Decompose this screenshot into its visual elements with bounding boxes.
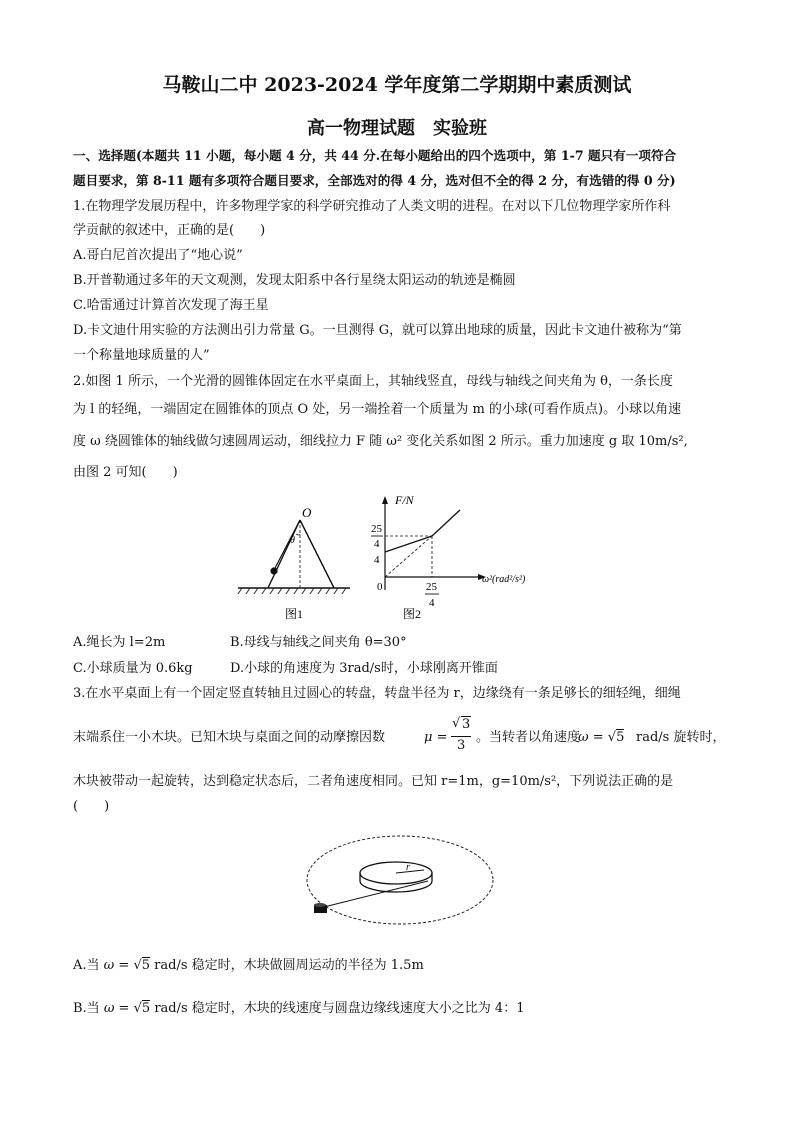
mu-numerator: 3 [462, 717, 471, 732]
q3-option-b-sqrt-sign: √ [133, 1001, 142, 1016]
q1-stem-line2: 学贡献的叙述中，正确的是( ) [73, 223, 266, 238]
q2-stem-line4: 由图 2 可知( ) [73, 465, 178, 480]
q3-stem-line4: ( ) [73, 799, 110, 814]
fig1-label-O: O [302, 505, 312, 520]
fig3-label-r: r [406, 862, 410, 873]
omega-formula [578, 729, 624, 747]
omega-sqrt-sign: √ [607, 730, 617, 745]
q2-option-b: B.母线与轴线之间夹角 θ=30° [230, 635, 407, 650]
q1-stem-line1: 1.在物理学发展历程中，许多物理学家的科学研究推动了人类文明的进程。在对以下几位物理学家所作科 [73, 199, 671, 214]
q1-option-d-line2: 一个称量地球质量的人” [73, 348, 210, 363]
mu-sqrt-sign: √ [452, 716, 461, 731]
fig2-ylabel: F/N [395, 493, 414, 507]
q3-option-b [73, 1000, 524, 1018]
fig2-y-tick-4: 4 [374, 554, 380, 566]
q3-stem-line2-text-a: 末端系住一小木块。已知木块与桌面之间的动摩擦因数 [73, 730, 386, 745]
fig2-x-tick-25: 25 [426, 581, 437, 593]
q3-turntable-figure [300, 830, 500, 940]
q2-option-d: D.小球的角速度为 3rad/s时，小球刚离开锥面 [230, 661, 498, 676]
fig2-y-tick-4-denominator: 4 [374, 538, 380, 550]
section-instruction-line1: 一、选择题(本题共 11 小题，每小题 4 分，共 44 分.在每小题给出的四个选项中，第 1-7 题只有一项符合 [73, 148, 677, 163]
q3-option-a-sqrt-value: 5 [141, 958, 151, 973]
mu-denominator: 3 [457, 738, 466, 753]
q2-stem-line3: 度 ω 绕圆锥体的轴线做匀速圆周运动，细线拉力 F 随 ω² 变化关系如图 2 所示。重力加速度 g 取 10m/s², [73, 434, 688, 449]
omega-sqrt-value: 5 [616, 730, 625, 745]
fig2-xlabel: ω²(rad²/s²) [482, 574, 526, 585]
figure-1-cone-diagram [238, 505, 350, 621]
figure-2-caption: 图2 [403, 607, 422, 621]
figure-2-graph [371, 493, 526, 621]
q2-option-c: C.小球质量为 0.6kg [73, 661, 193, 676]
fig2-x-tick-4: 4 [429, 597, 435, 609]
q3-option-b-text: rad/s 稳定时，木块的线速度与圆盘边缘线速度大小之比为 4：1 [154, 1001, 525, 1016]
q1-option-a: A.哥白尼首次提出了“地心说” [73, 248, 243, 263]
q3-stem-line2-text-b: 。当转者以角速度 [476, 730, 581, 745]
omega-eq: ω = [578, 730, 604, 745]
fig1-label-theta: θ [290, 535, 295, 546]
page-subtitle: 高一物理试题 实验班 [307, 118, 487, 139]
q2-option-a: A.绳长为 l=2m [73, 635, 166, 650]
section-instruction-line2: 题目要求，第 8-11 题有多项符合题目要求，全部选对的得 4 分，选对但不全的得 2 分，有选错的得 0 分) [73, 173, 676, 188]
q2-stem-line1: 2.如图 1 所示，一个光滑的圆锥体固定在水平桌面上，其轴线竖直，母线与轴线之间夹角为 θ，一条长度 [73, 374, 673, 389]
q2-figures [230, 490, 570, 625]
q3-option-a-prefix: A.当 [73, 958, 100, 973]
q3-stem-line2-text-c: rad/s 旋转时， [636, 730, 726, 745]
q2-stem-line2: 为 l 的轻绳，一端固定在圆锥体的顶点 O 处，另一端拴着一个质量为 m 的小球(可看作质点)。小球以角速 [73, 402, 682, 417]
q3-option-b-omega: ω = [103, 1001, 130, 1016]
q3-option-a-omega: ω = [103, 958, 130, 973]
fig2-y-tick-25: 25 [371, 523, 382, 535]
page-title: 马鞍山二中 2023-2024 学年度第二学期期中素质测试 [162, 74, 632, 96]
q3-stem-line2 [73, 729, 385, 747]
q3-option-b-sqrt-value: 5 [141, 1001, 151, 1016]
fig2-origin: 0 [377, 581, 383, 593]
q1-option-d-line1: D.卡文迪什用实验的方法测出引力常量 G。一旦测得 G，就可以算出地球的质量，因此卡文迪什被称为“第 [73, 323, 682, 338]
q1-option-b: B.开普勒通过多年的天文观测，发现太阳系中各行星绕太阳运动的轨迹是椭圆 [73, 273, 516, 288]
q3-stem-line3: 木块被带动一起旋转，达到稳定状态后，二者角速度相同。已知 r=1m，g=10m/s²，下列说法正确的是 [73, 774, 674, 789]
q3-option-b-prefix: B.当 [73, 1001, 100, 1016]
mu-fraction-bar [451, 736, 471, 737]
q3-option-a-sqrt-sign: √ [133, 958, 142, 973]
q3-option-a-text: rad/s 稳定时，木块做圆周运动的半径为 1.5m [154, 958, 424, 973]
q1-option-c: C.哈雷通过计算首次发现了海王星 [73, 298, 269, 313]
q3-option-a [73, 957, 424, 975]
figure-1-caption: 图1 [285, 607, 304, 621]
mu-symbol: μ = [424, 730, 448, 745]
q3-stem-line1: 3.在水平桌面上有一个固定竖直转轴且过圆心的转盘，转盘半径为 r，边缘绕有一条足够长的细轻绳，细绳 [73, 686, 681, 701]
